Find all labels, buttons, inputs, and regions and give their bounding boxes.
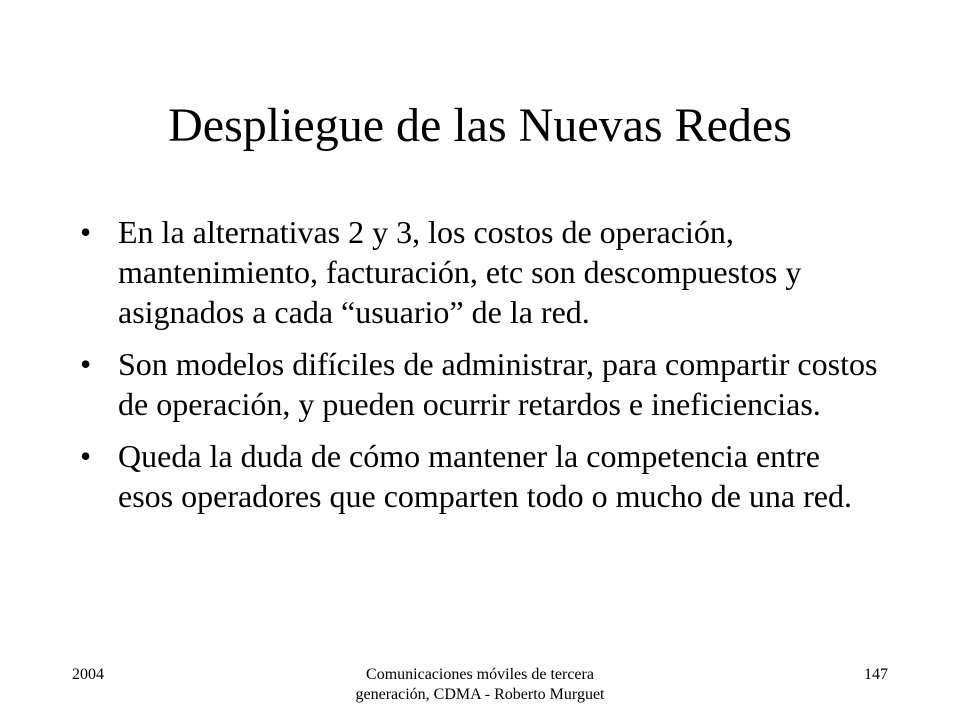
footer-title: Comunicaciones móviles de tercera generación, CDMA - Roberto Murguet: [355, 666, 605, 703]
footer-year: 2004: [72, 666, 104, 683]
bullet-list: [80, 212, 880, 528]
page-number: 147: [864, 666, 888, 683]
bullet-icon: •: [80, 346, 92, 382]
bullet-text: Queda la duda de cómo mantener la competencia entre esos operadores que comparten todo o mucho de una red.: [118, 438, 852, 514]
bullet-text: En la alternativas 2 y 3, los costos de operación, mantenimiento, facturación, etc son descompuestos y asignados a cada “usuario” de la red.: [118, 214, 802, 330]
bullet-item: [80, 436, 880, 516]
bullet-item: [80, 212, 880, 332]
bullet-icon: •: [80, 214, 92, 250]
bullet-text: Son modelos difíciles de administrar, para compartir costos de operación, y pueden ocurrir retardos e ineficiencias.: [118, 346, 878, 422]
bullet-icon: •: [80, 438, 92, 474]
bullet-item: [80, 344, 880, 424]
slide-title: Despliegue de las Nuevas Redes: [168, 99, 792, 152]
